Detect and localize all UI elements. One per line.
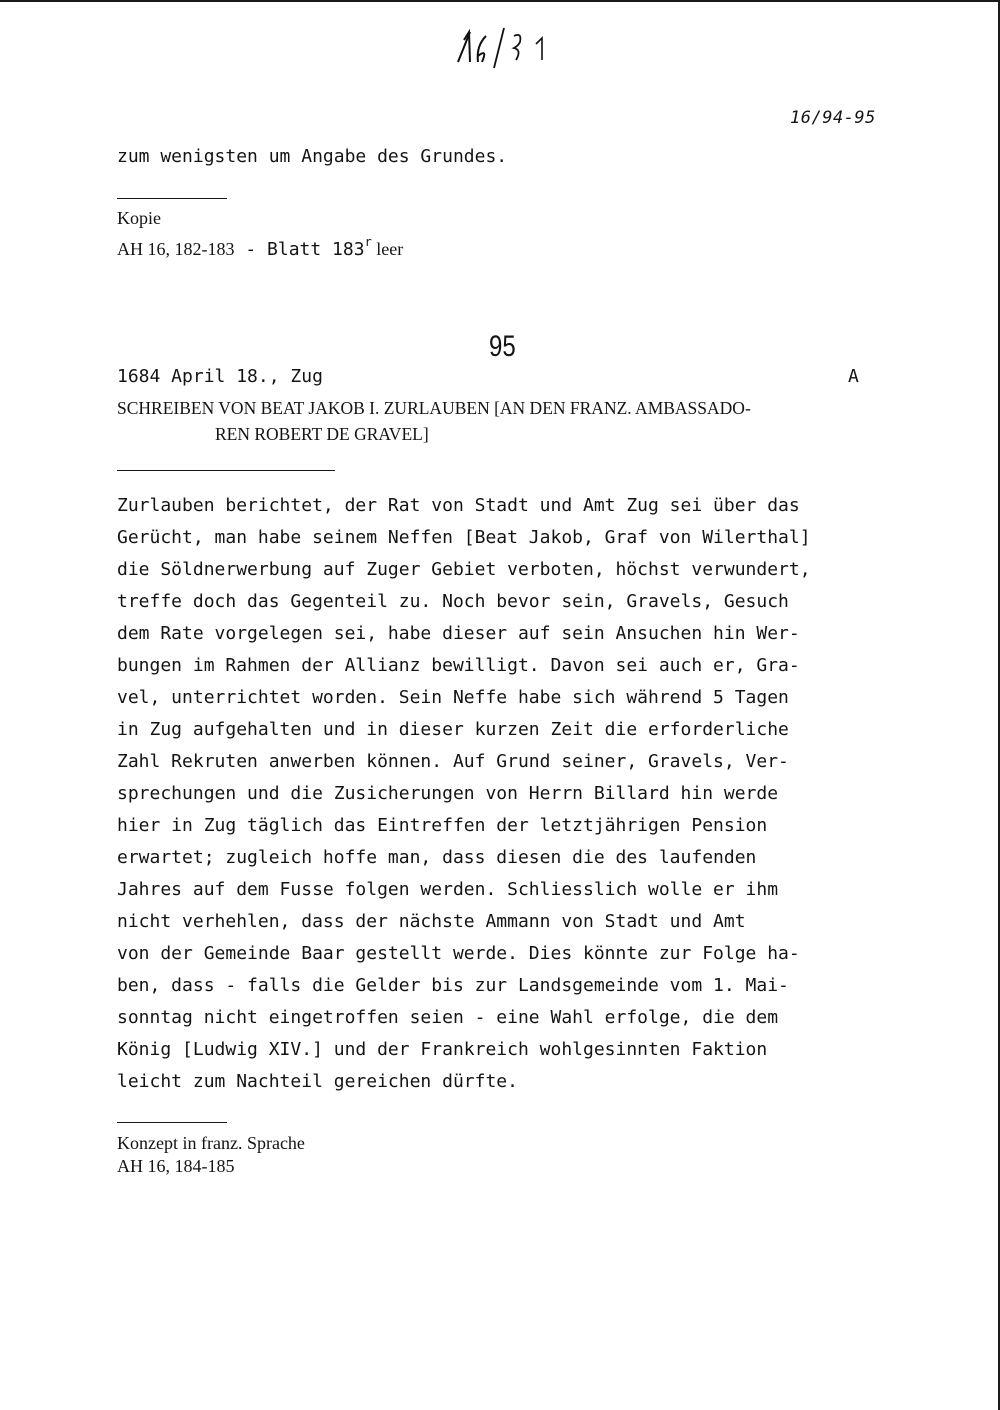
summary-line: Zurlauben berichtet, der Rat von Stadt und Amt Zug sei über das <box>117 495 800 516</box>
footnote-separator-rule <box>117 1122 227 1123</box>
source-label: Kopie <box>117 208 161 228</box>
summary-line: treffe doch das Gegenteil zu. Noch bevor sein, Gravels, Gesuch <box>117 591 789 612</box>
summary-line: leicht zum Nachteil gereichen dürfte. <box>117 1071 518 1092</box>
source-ref: AH 16, 182-183 <box>117 239 235 259</box>
footnote-source-ref: AH 16, 184-185 <box>117 1156 235 1176</box>
document-classification: A <box>848 366 859 387</box>
page-border-top <box>0 0 1000 2</box>
summary-line: in Zug aufgehalten und in dieser kurzen Zeit die erforderliche <box>117 719 789 740</box>
document-summary <box>117 490 897 1098</box>
summary-line: sonntag nicht eingetroffen seien - eine Wahl erfolge, die dem <box>117 1007 779 1028</box>
document-date-place: 1684 April 18., Zug <box>117 366 323 387</box>
summary-line: erwartet; zugleich hoffe man, dass diesen die des laufenden <box>117 847 757 868</box>
summary-line: König [Ludwig XIV.] und der Frankreich wohlgesinnten Faktion <box>117 1039 768 1060</box>
footnote-source-label: Konzept in franz. Sprache <box>117 1133 305 1153</box>
document-title-line-2: REN ROBERT DE GRAVEL] <box>215 424 429 444</box>
summary-line: sprechungen und die Zusicherungen von Herrn Billard hin werde <box>117 783 779 804</box>
title-separator-rule <box>117 470 335 471</box>
summary-line: bungen im Rahmen der Allianz bewilligt. Davon sei auch er, Gra- <box>117 655 800 676</box>
handwritten-archive-mark <box>452 22 552 72</box>
source-line <box>117 235 403 260</box>
summary-line: Gerücht, man habe seinem Neffen [Beat Jakob, Graf von Wilerthal] <box>117 527 811 548</box>
document-number: 95 <box>489 330 516 363</box>
previous-closing-line: zum wenigsten um Angabe des Grundes. <box>117 146 508 167</box>
summary-line: vel, unterrichtet worden. Sein Neffe habe sich während 5 Tagen <box>117 687 789 708</box>
summary-line: hier in Zug täglich das Eintreffen der letztjährigen Pension <box>117 815 768 836</box>
separator-rule <box>117 198 227 199</box>
summary-line: Jahres auf dem Fusse folgen werden. Schliesslich wolle er ihm <box>117 879 779 900</box>
document-title-line-1: SCHREIBEN VON BEAT JAKOB I. ZURLAUBEN [AN DEN FRANZ. AMBASSADO- <box>117 398 751 418</box>
blatt-superscript: r <box>364 235 372 249</box>
summary-line: Zahl Rekruten anwerben können. Auf Grund seiner, Gravels, Ver- <box>117 751 789 772</box>
page-reference: 16/94-95 <box>790 108 876 128</box>
summary-line: die Söldnerwerbung auf Zuger Gebiet verboten, höchst verwundert, <box>117 559 811 580</box>
blatt-label: Blatt 183 <box>267 239 365 260</box>
summary-line: von der Gemeinde Baar gestellt werde. Dies könnte zur Folge ha- <box>117 943 800 964</box>
blatt-suffix: leer <box>371 239 404 259</box>
summary-line: dem Rate vorgelegen sei, habe dieser auf sein Ansuchen hin Wer- <box>117 623 800 644</box>
source-separator: - <box>234 239 268 260</box>
summary-line: nicht verhehlen, dass der nächste Ammann von Stadt und Amt <box>117 911 746 932</box>
summary-line: ben, dass - falls die Gelder bis zur Landsgemeinde vom 1. Mai- <box>117 975 789 996</box>
